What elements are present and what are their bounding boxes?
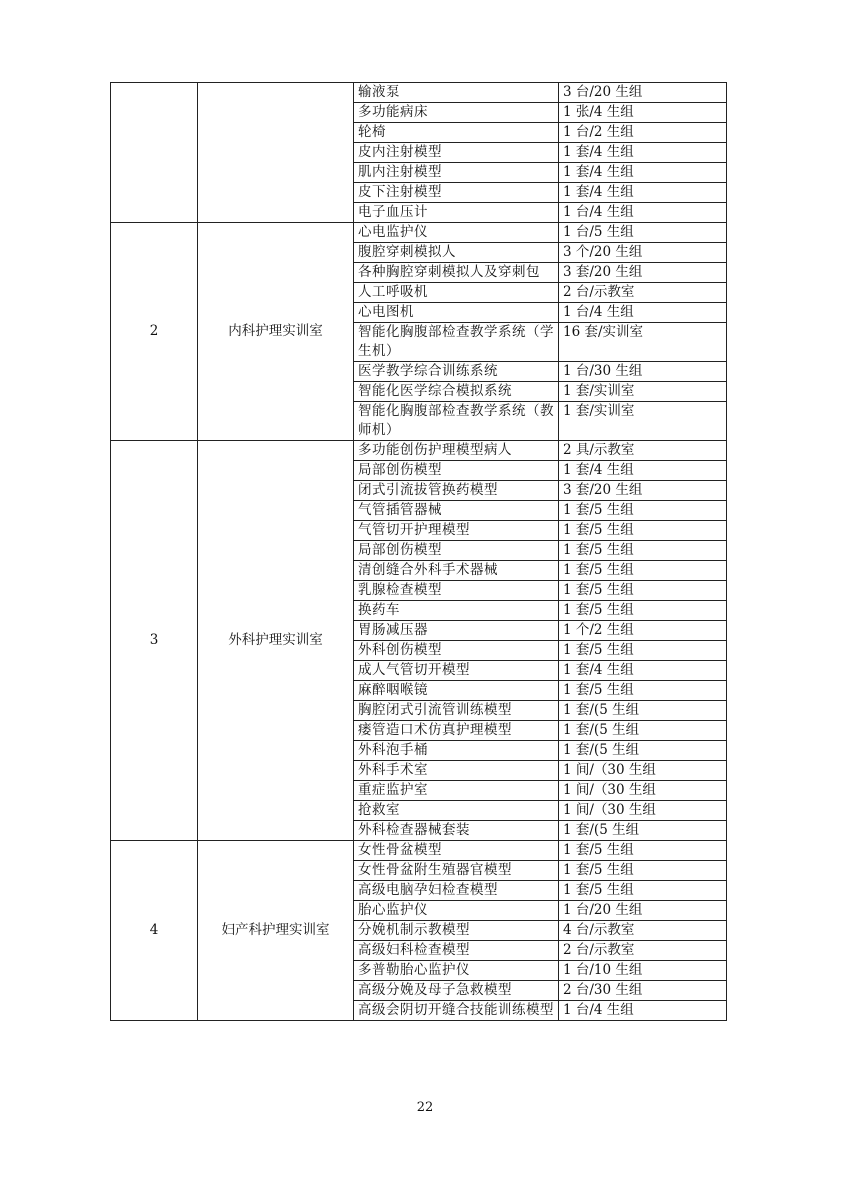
equipment-quantity-cell: 1 套/4 生组	[559, 661, 727, 681]
equipment-quantity-cell: 3 套/20 生组	[559, 263, 727, 283]
equipment-name-cell: 心电监护仪	[354, 223, 559, 243]
equipment-name-cell: 乳腺检查模型	[354, 581, 559, 601]
equipment-quantity-cell: 1 套/5 生组	[559, 541, 727, 561]
table-row	[111, 441, 727, 461]
equipment-name-cell: 肌内注射模型	[354, 163, 559, 183]
equipment-name-cell: 智能化胸腹部检查教学系统（学生机）	[354, 323, 559, 362]
equipment-quantity-cell: 1 台/4 生组	[559, 1001, 727, 1021]
equipment-quantity-cell: 2 台/示教室	[559, 283, 727, 303]
equipment-name-cell: 皮内注射模型	[354, 143, 559, 163]
equipment-name-cell: 外科手术室	[354, 761, 559, 781]
equipment-quantity-cell: 1 间/（30 生组	[559, 801, 727, 821]
equipment-quantity-cell: 1 套/5 生组	[559, 561, 727, 581]
equipment-name-cell: 分娩机制示教模型	[354, 921, 559, 941]
equipment-quantity-cell: 1 间/（30 生组	[559, 761, 727, 781]
equipment-name-cell: 胎心监护仪	[354, 901, 559, 921]
equipment-quantity-cell: 3 台/20 生组	[559, 83, 727, 103]
group-number-cell: 3	[111, 441, 198, 841]
equipment-quantity-cell: 1 套/4 生组	[559, 183, 727, 203]
equipment-name-cell: 胃肠减压器	[354, 621, 559, 641]
equipment-name-cell: 局部创伤模型	[354, 461, 559, 481]
equipment-quantity-cell: 1 套/5 生组	[559, 601, 727, 621]
equipment-name-cell: 智能化胸腹部检查教学系统（教师机）	[354, 402, 559, 441]
equipment-quantity-cell: 1 套/实训室	[559, 402, 727, 441]
equipment-name-cell: 心电图机	[354, 303, 559, 323]
equipment-quantity-cell: 1 套/5 生组	[559, 521, 727, 541]
equipment-name-cell: 外科创伤模型	[354, 641, 559, 661]
equipment-quantity-cell: 1 套/5 生组	[559, 861, 727, 881]
equipment-name-cell: 瘘管造口术仿真护理模型	[354, 721, 559, 741]
equipment-quantity-cell: 3 个/20 生组	[559, 243, 727, 263]
equipment-quantity-cell: 1 套/5 生组	[559, 641, 727, 661]
equipment-quantity-cell: 1 台/2 生组	[559, 123, 727, 143]
equipment-name-cell: 轮椅	[354, 123, 559, 143]
equipment-name-cell: 医学教学综合训练系统	[354, 362, 559, 382]
equipment-name-cell: 气管插管器械	[354, 501, 559, 521]
training-room-cell: 内科护理实训室	[198, 223, 354, 441]
equipment-name-cell: 人工呼吸机	[354, 283, 559, 303]
equipment-quantity-cell: 1 套/(5 生组	[559, 721, 727, 741]
equipment-quantity-cell: 1 台/30 生组	[559, 362, 727, 382]
equipment-name-cell: 电子血压计	[354, 203, 559, 223]
equipment-name-cell: 女性骨盆模型	[354, 841, 559, 861]
training-room-cell: 妇产科护理实训室	[198, 841, 354, 1021]
equipment-name-cell: 换药车	[354, 601, 559, 621]
equipment-quantity-cell: 1 套/实训室	[559, 382, 727, 402]
group-number-cell: 2	[111, 223, 198, 441]
equipment-name-cell: 多普勒胎心监护仪	[354, 961, 559, 981]
equipment-name-cell: 气管切开护理模型	[354, 521, 559, 541]
equipment-quantity-cell: 2 台/30 生组	[559, 981, 727, 1001]
equipment-table	[110, 82, 727, 1021]
equipment-quantity-cell: 2 台/示教室	[559, 941, 727, 961]
equipment-name-cell: 高级会阴切开缝合技能训练模型	[354, 1001, 559, 1021]
equipment-name-cell: 各种胸腔穿刺模拟人及穿刺包	[354, 263, 559, 283]
training-room-cell	[198, 83, 354, 223]
equipment-name-cell: 闭式引流拔管换药模型	[354, 481, 559, 501]
group-number-cell	[111, 83, 198, 223]
equipment-quantity-cell: 1 套/(5 生组	[559, 701, 727, 721]
equipment-name-cell: 女性骨盆附生殖器官模型	[354, 861, 559, 881]
equipment-quantity-cell: 1 台/20 生组	[559, 901, 727, 921]
table-row	[111, 223, 727, 243]
equipment-name-cell: 胸腔闭式引流管训练模型	[354, 701, 559, 721]
table-row	[111, 841, 727, 861]
equipment-quantity-cell: 1 套/5 生组	[559, 581, 727, 601]
equipment-name-cell: 高级分娩及母子急救模型	[354, 981, 559, 1001]
equipment-quantity-cell: 1 套/(5 生组	[559, 821, 727, 841]
equipment-name-cell: 麻醉咽喉镜	[354, 681, 559, 701]
equipment-name-cell: 外科泡手桶	[354, 741, 559, 761]
equipment-quantity-cell: 1 套/5 生组	[559, 501, 727, 521]
equipment-name-cell: 高级电脑孕妇检查模型	[354, 881, 559, 901]
equipment-name-cell: 多功能病床	[354, 103, 559, 123]
table-row	[111, 83, 727, 103]
equipment-name-cell: 外科检查器械套装	[354, 821, 559, 841]
equipment-table-body	[111, 83, 727, 1021]
equipment-quantity-cell: 1 套/5 生组	[559, 881, 727, 901]
equipment-quantity-cell: 1 台/4 生组	[559, 303, 727, 323]
equipment-quantity-cell: 1 台/4 生组	[559, 203, 727, 223]
equipment-name-cell: 成人气管切开模型	[354, 661, 559, 681]
equipment-quantity-cell: 1 套/4 生组	[559, 461, 727, 481]
equipment-quantity-cell: 1 套/4 生组	[559, 143, 727, 163]
equipment-name-cell: 腹腔穿刺模拟人	[354, 243, 559, 263]
equipment-name-cell: 输液泵	[354, 83, 559, 103]
equipment-quantity-cell: 1 台/5 生组	[559, 223, 727, 243]
group-number-cell: 4	[111, 841, 198, 1021]
equipment-name-cell: 重症监护室	[354, 781, 559, 801]
equipment-quantity-cell: 1 套/5 生组	[559, 841, 727, 861]
equipment-quantity-cell: 1 台/10 生组	[559, 961, 727, 981]
equipment-quantity-cell: 1 间/（30 生组	[559, 781, 727, 801]
equipment-quantity-cell: 2 具/示教室	[559, 441, 727, 461]
page-number: 22	[416, 1100, 434, 1115]
equipment-quantity-cell: 1 套/5 生组	[559, 681, 727, 701]
equipment-name-cell: 抢救室	[354, 801, 559, 821]
equipment-name-cell: 局部创伤模型	[354, 541, 559, 561]
equipment-quantity-cell: 16 套/实训室	[559, 323, 727, 362]
equipment-quantity-cell: 1 套/4 生组	[559, 163, 727, 183]
equipment-name-cell: 多功能创伤护理模型病人	[354, 441, 559, 461]
equipment-quantity-cell: 1 套/(5 生组	[559, 741, 727, 761]
equipment-name-cell: 智能化医学综合模拟系统	[354, 382, 559, 402]
equipment-quantity-cell: 1 张/4 生组	[559, 103, 727, 123]
equipment-name-cell: 皮下注射模型	[354, 183, 559, 203]
equipment-quantity-cell: 1 个/2 生组	[559, 621, 727, 641]
training-room-cell: 外科护理实训室	[198, 441, 354, 841]
equipment-name-cell: 清创缝合外科手术器械	[354, 561, 559, 581]
equipment-quantity-cell: 4 台/示教室	[559, 921, 727, 941]
equipment-name-cell: 高级妇科检查模型	[354, 941, 559, 961]
equipment-quantity-cell: 3 套/20 生组	[559, 481, 727, 501]
